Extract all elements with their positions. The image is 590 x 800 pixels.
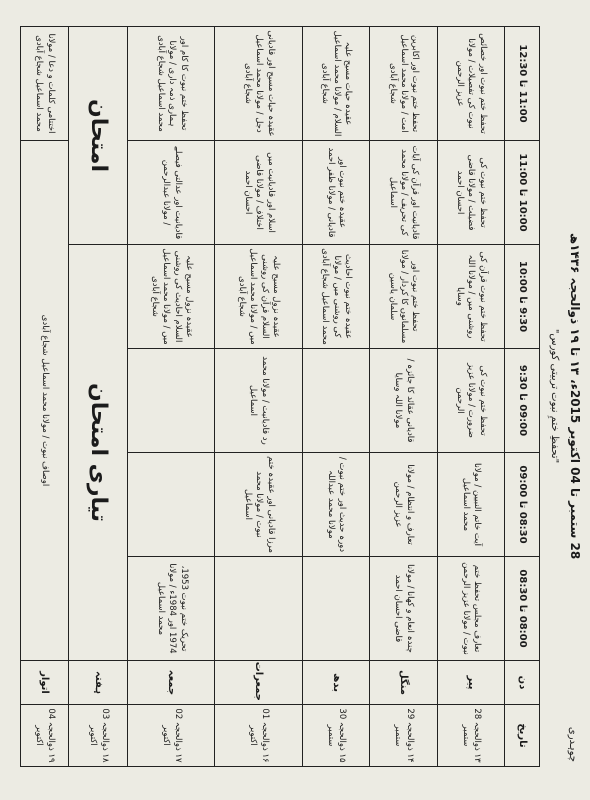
table-cell: قادیانی عقائد کا جائزہ / مولانا اللہ وسایا <box>370 349 437 453</box>
table-cell: اوصاف نبوت / مولانا محمد اسماعیل شجاع آبادی <box>21 141 69 661</box>
table-cell: تحفظ ختم نبوت کی ضرورت / مولانا عزیز الرحمن <box>437 349 504 453</box>
table-row <box>21 27 69 767</box>
table-row <box>215 27 302 767</box>
rotated-document <box>17 22 582 770</box>
table-cell: تحریک ختم نبوت 1953، 1974 اور 1984ء / مولانا محمد اسماعیل <box>128 557 215 661</box>
table-cell <box>302 349 369 453</box>
exam-prep-cell: تیاری امتحان <box>68 245 127 661</box>
col-header-slot-4: 9:30 تا 10:00 <box>505 245 540 349</box>
table-cell: تحفظ ختم نبوت اور مسلمانوں کا کردار / مولانا سلمان یاسین <box>370 245 437 349</box>
course-subtitle: "تحفظِ ختمِ نبوت تربیتی کورس" <box>549 328 560 464</box>
table-cell: عقیدہ حیات مسیح اور قادیانی دجل / مولانا محمد اسماعیل شجاع آبادی <box>215 27 302 141</box>
table-cell: دورہ حدیث اور ختم نبوت / مولانا محمد عبداللہ <box>302 453 369 557</box>
table-cell <box>302 557 369 661</box>
cell-day: بدھ <box>302 661 369 705</box>
header-row <box>505 27 540 767</box>
table-cell: رد قادیانیت / مولانا محمد اسماعیل <box>215 349 302 453</box>
col-header-slot-1: 08:00 تا 08:30 <box>505 557 540 661</box>
cell-day: اتوار <box>21 661 69 705</box>
table-cell: چندہ انعام و کھانا / مولانا قاضی احسان احمد <box>370 557 437 661</box>
schedule-table <box>20 26 540 767</box>
col-header-slot-6: 11:00 تا 12:30 <box>505 27 540 141</box>
table-cell <box>128 453 215 557</box>
cell-day: منگل <box>370 661 437 705</box>
table-row <box>302 27 369 767</box>
table-row <box>128 27 215 767</box>
table-cell: عقیدہ حیات مسیح علیہ السلام / مولانا محمد اسماعیل شجاع آبادی <box>302 27 369 141</box>
table-cell: عقیدہ ختم نبوت اور قادیانی / مولانا ظفر احمد <box>302 141 369 245</box>
table-row <box>370 27 437 767</box>
exam-cell: امتحان <box>68 27 127 245</box>
table-cell: آیت خاتم النبیین / مولانا محمد اسماعیل <box>437 453 504 557</box>
cell-date: ۱۳ ذوالحجہ 28 ستمبر <box>437 705 504 767</box>
table-cell: قادیانیت اور عدالتی فیصلے / مولانا عبدالرحمن <box>128 141 215 245</box>
cell-day: پیر <box>437 661 504 705</box>
cell-date: ۱۹ ذوالحجہ 04 اکتوبر <box>21 705 69 767</box>
cell-date: ۱۷ ذوالحجہ 02 اکتوبر <box>128 705 215 767</box>
cell-date: ۱۶ ذوالحجہ 01 اکتوبر <box>215 705 302 767</box>
table-cell: اختتامی کلمات و دعا / مولانا محمد اسماعیل شجاع آبادی <box>21 27 69 141</box>
table-cell: تحفظ ختم نبوت کا کام اور ہماری ذمہ داری / مولانا محمد اسماعیل شجاع آبادی <box>128 27 215 141</box>
table-cell: عقیدہ نزول مسیح علیہ السلام قرآن کی روشنی میں / مولانا محمد اسماعیل شجاع آبادی <box>215 245 302 349</box>
table-cell: اسلام اور قادیانیت میں اختلاف / مولانا قاضی احسان احمد <box>215 141 302 245</box>
table-cell: تحفظ ختم نبوت اور اکابرین امت / مولانا محمد اسماعیل شجاع آبادی <box>370 27 437 141</box>
col-header-slot-3: 09:00 تا 9:30 <box>505 349 540 453</box>
table-cell: مرزا قادیانی اور عقیدہ ختم نبوت / مولانا محمد اسماعیل <box>215 453 302 557</box>
table-row <box>68 27 127 767</box>
table-cell: تحفظ ختم نبوت کی فضیلت / مولانا قاضی احسان احمد <box>437 141 504 245</box>
col-header-slot-5: 10:00 تا 11:00 <box>505 141 540 245</box>
col-header-date: تاریخ <box>505 705 540 767</box>
corner-note: چوہدری <box>567 726 578 762</box>
col-header-slot-2: 08:30 تا 09:00 <box>505 453 540 557</box>
table-cell: تحفظ ختم نبوت قرآن کی روشنی میں / مولانا اللہ وسایا <box>437 245 504 349</box>
cell-date: ۱۸ ذوالحجہ 03 اکتوبر <box>68 705 127 767</box>
table-cell: تعارف مجلس تحفظ ختم نبوت / مولانا عزیز الرحمن <box>437 557 504 661</box>
table-cell: قادیانیت اور قرآن کی آیات کی تحریف / مولانا محمد اسماعیل <box>370 141 437 245</box>
table-cell <box>128 349 215 453</box>
cell-date: ۱۵ ذوالحجہ 30 ستمبر <box>302 705 369 767</box>
table-cell: عقیدہ نزول مسیح علیہ السلام احادیث کی روشنی میں / مولانا محمد اسماعیل شجاع آبادی <box>128 245 215 349</box>
cell-date: ۱۴ ذوالحجہ 29 ستمبر <box>370 705 437 767</box>
cell-day: جمعہ <box>128 661 215 705</box>
table-row <box>437 27 504 767</box>
col-header-day: دن <box>505 661 540 705</box>
cell-day: جمعرات <box>215 661 302 705</box>
page-title: 28 ستمبر تا 04 اکتوبر 2015ء، ۱۳ تا ۱۹ ذوالحجہ ۱۴۳۶ھ <box>568 232 582 560</box>
table-cell: تعارف و انتظام / مولانا عزیز الرحمن <box>370 453 437 557</box>
table-cell <box>215 557 302 661</box>
cell-day: ہفتہ <box>68 661 127 705</box>
table-cell: تحفظ ختم نبوت اور خصائص نبوت کی تفصیلات / مولانا عزیز الرحمن <box>437 27 504 141</box>
table-cell: عقیدہ ختم نبوت احادیث کی روشنی میں / مولانا محمد اسماعیل شجاع آبادی <box>302 245 369 349</box>
